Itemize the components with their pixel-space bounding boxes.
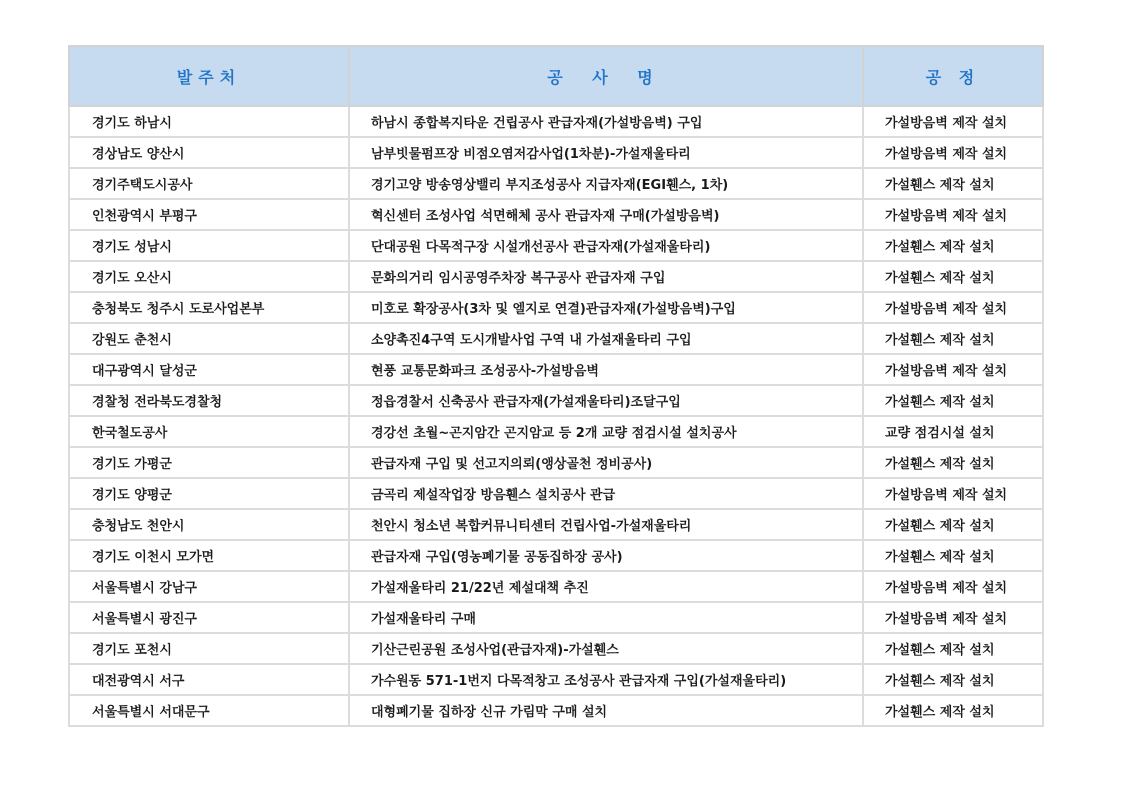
table-row xyxy=(69,199,1043,230)
table-row xyxy=(69,416,1043,447)
process-cell: 가설휀스 제작 설치 xyxy=(863,261,1043,292)
process-cell: 가설방음벽 제작 설치 xyxy=(863,106,1043,137)
project-name-cell: 가설재울타리 21/22년 제설대책 추진 xyxy=(349,571,863,602)
process-cell: 가설방음벽 제작 설치 xyxy=(863,199,1043,230)
client-cell: 충청남도 천안시 xyxy=(69,509,349,540)
project-name-cell: 가수원동 571-1번지 다목적창고 조성공사 관급자재 구입(가설재울타리) xyxy=(349,664,863,695)
header-process: 공 정 xyxy=(863,46,1043,106)
process-cell: 가설휀스 제작 설치 xyxy=(863,323,1043,354)
table-row xyxy=(69,571,1043,602)
table-body xyxy=(69,106,1043,726)
client-cell: 경찰청 전라북도경찰청 xyxy=(69,385,349,416)
project-name-cell: 문화의거리 임시공영주차장 복구공사 관급자재 구입 xyxy=(349,261,863,292)
process-cell: 가설방음벽 제작 설치 xyxy=(863,478,1043,509)
table-header xyxy=(69,46,1043,106)
table-row xyxy=(69,602,1043,633)
table-row xyxy=(69,106,1043,137)
header-row xyxy=(69,46,1043,106)
client-cell: 경기도 하남시 xyxy=(69,106,349,137)
process-cell: 가설방음벽 제작 설치 xyxy=(863,602,1043,633)
project-name-cell: 소양촉진4구역 도시개발사업 구역 내 가설재울타리 구입 xyxy=(349,323,863,354)
project-name-cell: 경강선 초월~곤지암간 곤지암교 등 2개 교량 점검시설 설치공사 xyxy=(349,416,863,447)
client-cell: 충청북도 청주시 도로사업본부 xyxy=(69,292,349,323)
table-row xyxy=(69,323,1043,354)
table-row xyxy=(69,137,1043,168)
table-row xyxy=(69,385,1043,416)
client-cell: 경기도 양평군 xyxy=(69,478,349,509)
client-cell: 경기도 성남시 xyxy=(69,230,349,261)
client-cell: 대구광역시 달성군 xyxy=(69,354,349,385)
client-cell: 대전광역시 서구 xyxy=(69,664,349,695)
table-row xyxy=(69,509,1043,540)
client-cell: 경기도 가평군 xyxy=(69,447,349,478)
project-name-cell: 하남시 종합복지타운 건립공사 관급자재(가설방음벽) 구입 xyxy=(349,106,863,137)
project-name-cell: 관급자재 구입 및 선고지의뢰(앵상골천 정비공사) xyxy=(349,447,863,478)
process-cell: 가설휀스 제작 설치 xyxy=(863,664,1043,695)
process-cell: 가설휀스 제작 설치 xyxy=(863,540,1043,571)
process-cell: 가설방음벽 제작 설치 xyxy=(863,292,1043,323)
process-cell: 가설방음벽 제작 설치 xyxy=(863,354,1043,385)
project-name-cell: 천안시 청소년 복합커뮤니티센터 건립사업-가설재울타리 xyxy=(349,509,863,540)
project-name-cell: 현풍 교통문화파크 조성공사-가설방음벽 xyxy=(349,354,863,385)
process-cell: 교량 점검시설 설치 xyxy=(863,416,1043,447)
document-page xyxy=(68,45,1042,727)
table-row xyxy=(69,261,1043,292)
project-name-cell: 혁신센터 조성사업 석면해체 공사 관급자재 구매(가설방음벽) xyxy=(349,199,863,230)
process-cell: 가설휀스 제작 설치 xyxy=(863,385,1043,416)
client-cell: 경기도 이천시 모가면 xyxy=(69,540,349,571)
client-cell: 경기주택도시공사 xyxy=(69,168,349,199)
project-name-cell: 대형폐기물 집하장 신규 가림막 구매 설치 xyxy=(349,695,863,726)
table-row xyxy=(69,664,1043,695)
process-cell: 가설휀스 제작 설치 xyxy=(863,168,1043,199)
table-row xyxy=(69,447,1043,478)
project-name-cell: 관급자재 구입(영농폐기물 공동집하장 공사) xyxy=(349,540,863,571)
project-name-cell: 정읍경찰서 신축공사 관급자재(가설재울타리)조달구입 xyxy=(349,385,863,416)
table-row xyxy=(69,695,1043,726)
project-name-cell: 금곡리 제설작업장 방음휀스 설치공사 관급 xyxy=(349,478,863,509)
project-name-cell: 가설재울타리 구매 xyxy=(349,602,863,633)
table-row xyxy=(69,354,1043,385)
client-cell: 서울특별시 광진구 xyxy=(69,602,349,633)
client-cell: 강원도 춘천시 xyxy=(69,323,349,354)
client-cell: 인천광역시 부평구 xyxy=(69,199,349,230)
client-cell: 경상남도 양산시 xyxy=(69,137,349,168)
process-cell: 가설휀스 제작 설치 xyxy=(863,633,1043,664)
client-cell: 서울특별시 서대문구 xyxy=(69,695,349,726)
process-cell: 가설방음벽 제작 설치 xyxy=(863,137,1043,168)
table-row xyxy=(69,230,1043,261)
project-name-cell: 미호로 확장공사(3차 및 엘지로 연결)관급자재(가설방음벽)구입 xyxy=(349,292,863,323)
project-table xyxy=(68,45,1044,727)
project-name-cell: 남부빗물펌프장 비점오염저감사업(1차분)-가설재울타리 xyxy=(349,137,863,168)
table-row xyxy=(69,633,1043,664)
process-cell: 가설휀스 제작 설치 xyxy=(863,230,1043,261)
project-name-cell: 단대공원 다목적구장 시설개선공사 관급자재(가설재울타리) xyxy=(349,230,863,261)
header-client: 발주처 xyxy=(69,46,349,106)
client-cell: 한국철도공사 xyxy=(69,416,349,447)
project-name-cell: 기산근린공원 조성사업(관급자재)-가설휀스 xyxy=(349,633,863,664)
process-cell: 가설방음벽 제작 설치 xyxy=(863,571,1043,602)
table-row xyxy=(69,292,1043,323)
table-row xyxy=(69,478,1043,509)
client-cell: 서울특별시 강남구 xyxy=(69,571,349,602)
header-project: 공 사 명 xyxy=(349,46,863,106)
client-cell: 경기도 오산시 xyxy=(69,261,349,292)
process-cell: 가설휀스 제작 설치 xyxy=(863,695,1043,726)
table-row xyxy=(69,540,1043,571)
project-name-cell: 경기고양 방송영상밸리 부지조성공사 지급자재(EGI휀스, 1차) xyxy=(349,168,863,199)
process-cell: 가설휀스 제작 설치 xyxy=(863,447,1043,478)
table-row xyxy=(69,168,1043,199)
client-cell: 경기도 포천시 xyxy=(69,633,349,664)
process-cell: 가설휀스 제작 설치 xyxy=(863,509,1043,540)
